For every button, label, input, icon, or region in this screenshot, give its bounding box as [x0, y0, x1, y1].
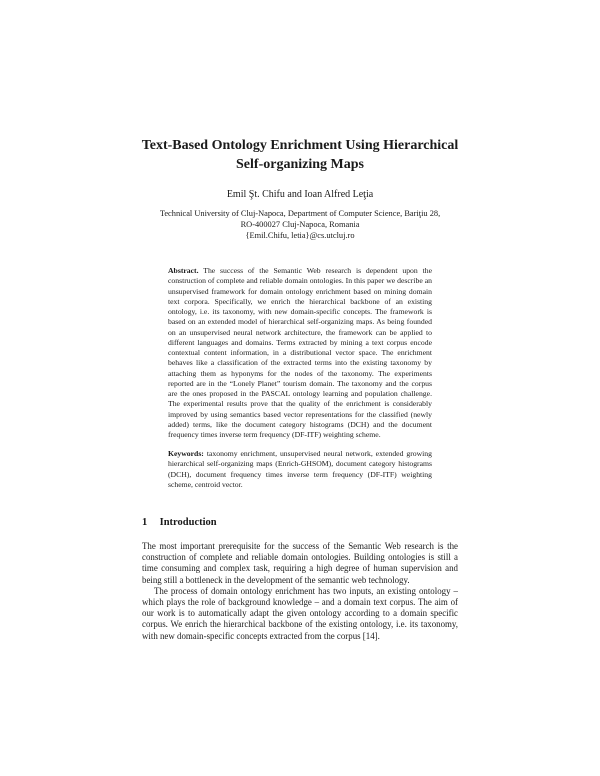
paper-title	[100, 136, 500, 174]
paragraph: The process of domain ontology enrichment has two inputs, an existing ontology – which plays the role of background knowledge – and a domain text corpus. The aim of our work is to automatically adapt the given ontology according to a domain specific corpus. We enrich the hierarchical backbone of the existing ontology, i.e. its taxonomy, with new domain-specific concepts extracted from the corpus [14].	[142, 585, 458, 641]
abstract	[168, 266, 432, 440]
introduction-body	[142, 541, 458, 642]
affiliation-line-2: RO-400027 Cluj-Napoca, Romania	[240, 220, 360, 229]
section-heading-introduction	[142, 516, 458, 529]
abstract-text: The success of the Semantic Web research is dependent upon the construction of complete and reliable domain ontologies. In this paper we describe an unsupervised framework for domain ontology enrichment based on mining domain text corpora. Specifically, we enrich the hierarchical backbone of an existing ontology, i.e. its taxonomy, with new domain-specific concepts. The framework is based on an extended model of hierarchical self-organizing maps. As being founded on an unsupervised neural network architecture, the framework can be applied to different languages and domains. Terms extracted by mining a text corpus encode contextual content information, in a distributional vector space. The enrichment behaves like a classification of the extracted terms into the existing taxonomy by attaching them as hyponyms for the nodes of the taxonomy. The experiments reported are in the “Lonely Planet” tourism domain. The taxonomy and the corpus are the ones proposed in the PASCAL ontology learning and population challenge. The experimental results prove that the quality of the enrichment is considerably improved by using semantics based vector representations for the classified (newly added) terms, like the document category histograms (DCH) and the document frequency times inverse term frequency (DF-ITF) weighting scheme.	[168, 266, 432, 439]
section-title: Introduction	[159, 517, 217, 528]
abstract-label: Abstract.	[168, 266, 199, 275]
affiliation	[150, 208, 450, 241]
keywords-text: taxonomy enrichment, unsupervised neural network, extended growing hierarchical self-organizing maps (Enrich-GHSOM), document category histograms (DCH), document frequency times inverse term frequency (DF-ITF) weighting scheme, centroid vector.	[168, 449, 432, 489]
title-line-2: Self-organizing Maps	[236, 157, 364, 172]
author-list: Emil Şt. Chifu and Ioan Alfred Leţia	[226, 189, 374, 200]
affiliation-line-1: Technical University of Cluj-Napoca, Department of Computer Science, Bariţiu 28,	[159, 209, 441, 218]
paragraph: The most important prerequisite for the success of the Semantic Web research is the construction of complete and reliable domain ontologies. Building ontologies is still a time consuming and complex task, requiring a high degree of human supervision and being still a bottleneck in the development of the semantic web technology.	[142, 541, 458, 585]
keywords-label: Keywords:	[168, 449, 204, 458]
title-line-1: Text-Based Ontology Enrichment Using Hierarchical	[141, 138, 459, 153]
affiliation-email: {Emil.Chifu, letia}@cs.utcluj.ro	[245, 231, 355, 240]
keywords	[168, 449, 432, 490]
section-number: 1	[142, 517, 148, 528]
